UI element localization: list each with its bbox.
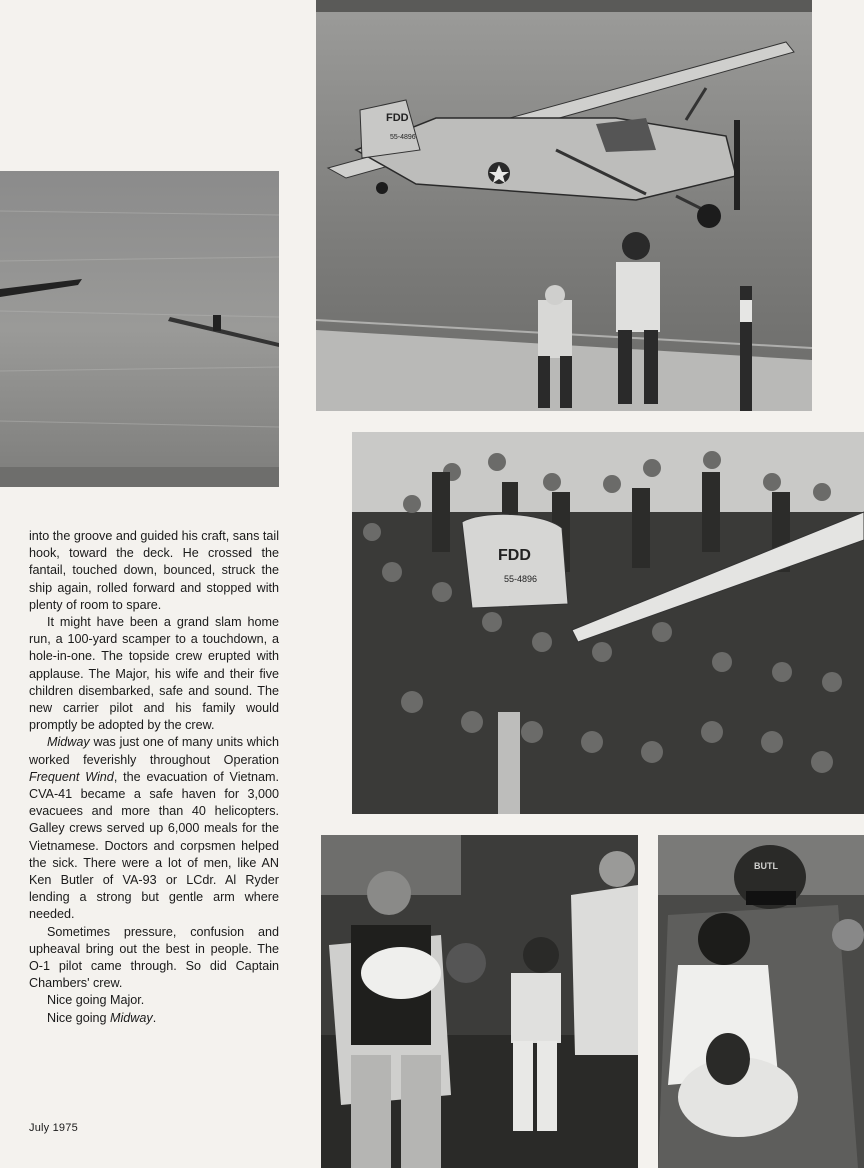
article-paragraph: into the groove and guided his craft, sans tail hook, toward the deck. He crossed the fantail, touched down, bounced, struck the ship again, rolled forward and stopped with plenty of room to spare. [29,529,279,612]
helmet-text: BUTL [754,861,778,871]
article-paragraph: Sometimes pressure, confusion and upheaval bring out the best in people. The O-1 pilot came through. So did Captain Chambers' crew. [29,924,279,991]
crowd-tail-number: 55-4896 [504,574,538,584]
article-body [29,528,279,1027]
article-closing-line: Nice going Major. [47,993,145,1008]
plane-tail-code: FDD [386,112,409,124]
article-paragraph [29,734,279,923]
ship-name: Midway [110,1010,153,1025]
plane-tail-number: 55-4896 [390,134,416,141]
article-closing-line [29,1010,279,1027]
operation-name: Frequent Wind [29,769,114,784]
article-text: Nice going [47,1010,111,1025]
article-text: , the evacuation of Vietnam. CVA-41 became a safe haven for 3,000 evacuees and more than 40 helicopters. Galley crews served up 6,000 meals for the Vietnamese. Doctors and corpsmen helped the sick. There were a lot of men, like AN Ken Butler of VA-93 or LCdr. Al Ryder lending a strong but gentle arm where needed. [29,769,279,922]
photo-plane-landing [316,0,812,411]
issue-date: July 1975 [29,1122,78,1134]
photo-sailors-carrying-children [321,835,638,1168]
photo-aircraft-over-sea [0,171,279,487]
photo-crew-crowd [352,432,864,814]
article-text: was just one of many units which worked feverishly throughout Operation [29,735,279,767]
ship-name: Midway [47,735,90,750]
photo-crewman-holding-child [658,835,864,1168]
article-paragraph: It might have been a grand slam home run, a 100-yard scamper to a touchdown, a hole-in-one. The topside crew erupted with applause. The Major, his wife and their five children disembarked, safe and sound. The new carrier pilot and his family would promptly be adopted by the crew. [29,615,279,733]
article-text: . [152,1010,157,1025]
crowd-tail-code: FDD [498,547,531,564]
